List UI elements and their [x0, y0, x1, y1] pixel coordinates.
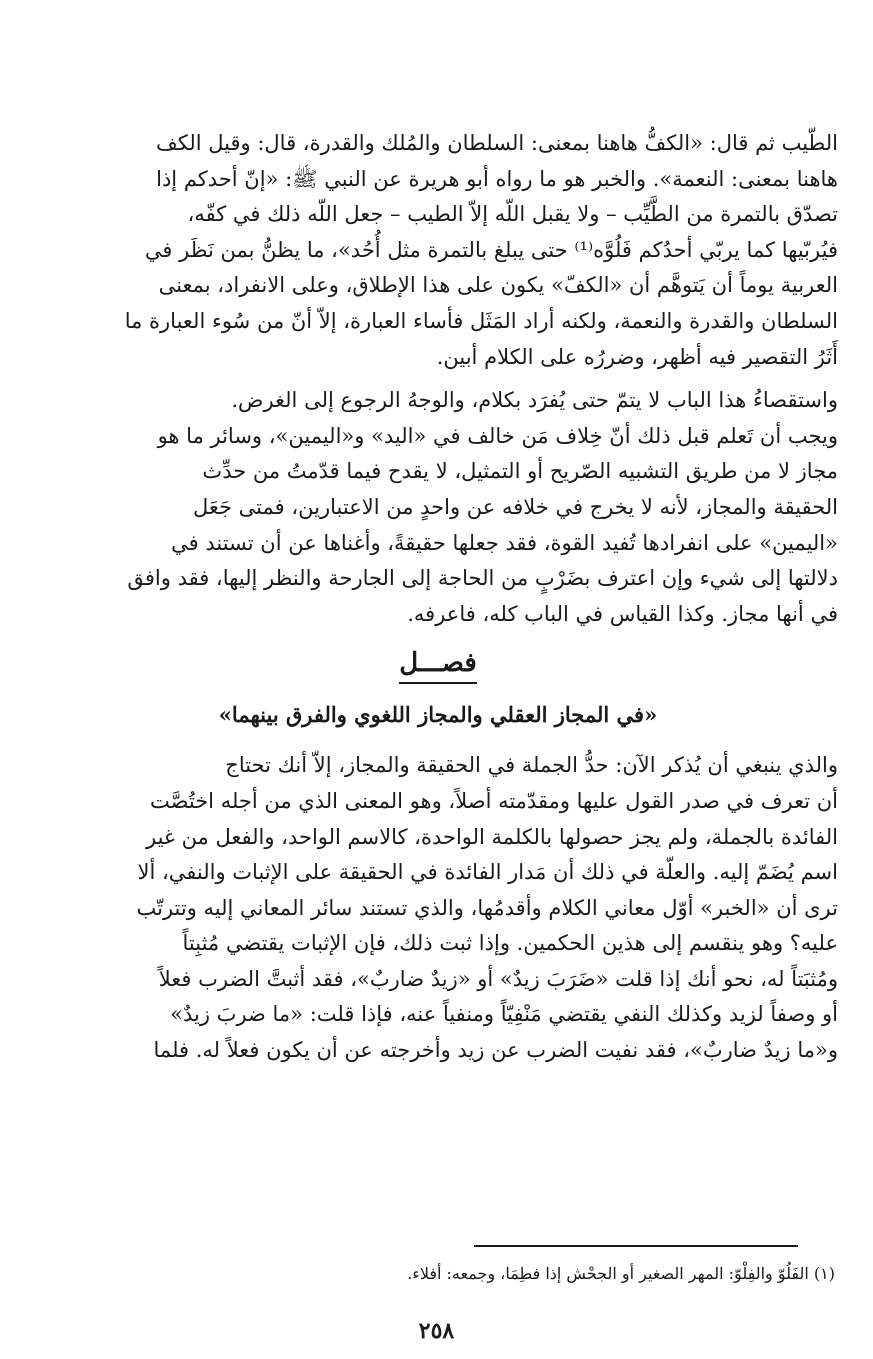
text-line: السلطان والقدرة والنعمة، ولكنه أراد المَثَل فأساء العبارة، إلاّ أنّ من سُوء العبارة ما: [124, 308, 838, 333]
text-line: «اليمين» على انفرادها تُفيد القوة، فقد جعلها حقيقةً، وأغناها عن أن تستند في: [171, 530, 838, 555]
section-subheading: «في المجاز العقلي والمجاز اللغوي والفرق بينهما»: [218, 702, 658, 728]
text-line: ترى أن «الخبر» أوّل معاني الكلام وأقدمُها، والذي تستند سائر المعاني إليه وتترتّب: [136, 895, 838, 920]
text-line: اسم يُضَمّ إليه. والعلّة في ذلك أن مَدار الفائدة في الحقيقة على الإثبات والنفي، ألا: [137, 860, 838, 885]
footnote: (١) الفَلُوّ والفِلْوّ: المهر الصغير أو الجحْش إذا فطِمَا، وجمعه: أفلاء.: [407, 1264, 835, 1283]
page-number: ٢٥٨: [418, 1318, 455, 1344]
text-line: ومُثبَتاً له، نحو أنك إذا قلت «ضَرَبَ زيدٌ» أو «زيدٌ ضاربٌ»، فقد أثبتَّ الضرب فعلاً: [158, 966, 838, 991]
text-line: العربية يوماً أن يَتوهَّم أن «الكفّ» يكون على هذا الإطلاق، وعلى الانفراد، بمعنى: [158, 273, 838, 298]
paragraph-3: [38, 748, 838, 1068]
text-line: فيُربّيها كما يربّي أحدُكم فَلُوَّه⁽¹⁾ حتى يبلغ بالتمرة مثل أُحُد»، ما يظنُّ بمن نَظَر في: [144, 237, 838, 262]
text-line: واستقصاءُ هذا الباب لا يتمّ حتى يُفرَد بكلام، والوجهُ الرجوع إلى الغرض.: [231, 388, 838, 413]
text-line: مجاز لا من طريق التشبيه الصّريح أو التمثيل، لا يقدح فيما قدّمتُ من حدِّث: [202, 459, 838, 484]
text-line: و«ما زيدٌ ضاربٌ»، فقد نفيت الضرب عن زيد وأخرجته عن أن يكون فعلاً له. فلما: [153, 1038, 838, 1063]
footnote-separator: [474, 1245, 798, 1247]
text-line: والذي ينبغي أن يُذكر الآن: حدُّ الجملة في الحقيقة والمجاز، إلاّ أنك تحتاج: [225, 753, 838, 778]
section-heading: [38, 646, 838, 684]
text-line: أو وصفاً لزيد وكذلك النفي يقتضي مَنْفِيّاً ومنفياً عنه، فإذا قلت: «ما ضربَ زيدٌ»: [170, 1002, 838, 1027]
text-line: هاهنا بمعنى: النعمة». والخبر هو ما رواه أبو هريرة عن النبي ﷺ: «إنّ أحدكم إذا: [156, 166, 838, 191]
text-line: عليه؟ وهو ينقسم إلى هذين الحكمين. وإذا ثبت ذلك، فإن الإثبات يقتضي مُثبِتاً: [182, 931, 838, 956]
text-line: في أنها مجاز. وكذا القياس في الباب كله، فاعرفه.: [407, 601, 838, 626]
paragraph-2: [38, 383, 838, 632]
text-line: دلالتها إلى شيء وإن اعترف بضَرْبٍ من الحاجة إلى الجارحة والنظر إليها، فقد وافق: [127, 566, 838, 591]
text-line: الفائدة بالجملة، ولم يجز حصولها بالكلمة الواحدة، كالاسم الواحد، والفعل من غير: [145, 824, 838, 849]
text-line: ويجب أن تَعلم قبل ذلك أنّ خِلاف مَن خالف في «اليد» و«اليمين»، وسائر ما هو: [157, 423, 838, 448]
section-heading-text: فصـــل: [399, 646, 477, 684]
text-line: الحقيقة والمجاز، لأنه لا يخرج في خلافه عن واحدٍ من الاعتبارين، فمتى جَعَل: [192, 494, 838, 519]
page-content: [38, 118, 838, 1069]
text-line: أن تعرف في صدر القول عليها ومقدّمته أصلاً، وهو المعنى الذي من أجله اختُصَّت: [150, 788, 838, 813]
text-line: الطّيب ثم قال: «الكفُّ هاهنا بمعنى: السلطان والمُلك والقدرة، قال: وقيل الكف: [156, 131, 838, 155]
text-line: تصدّق بالتمرة من الطَّيِّب – ولا يقبل اللّه إلاّ الطيب – جعل اللّه ذلك في كفّه،: [187, 202, 838, 227]
text-line: أَثَرُ التقصير فيه أظهر، وضررُه على الكلام أبين.: [436, 344, 838, 369]
paragraph-1: [38, 126, 838, 375]
